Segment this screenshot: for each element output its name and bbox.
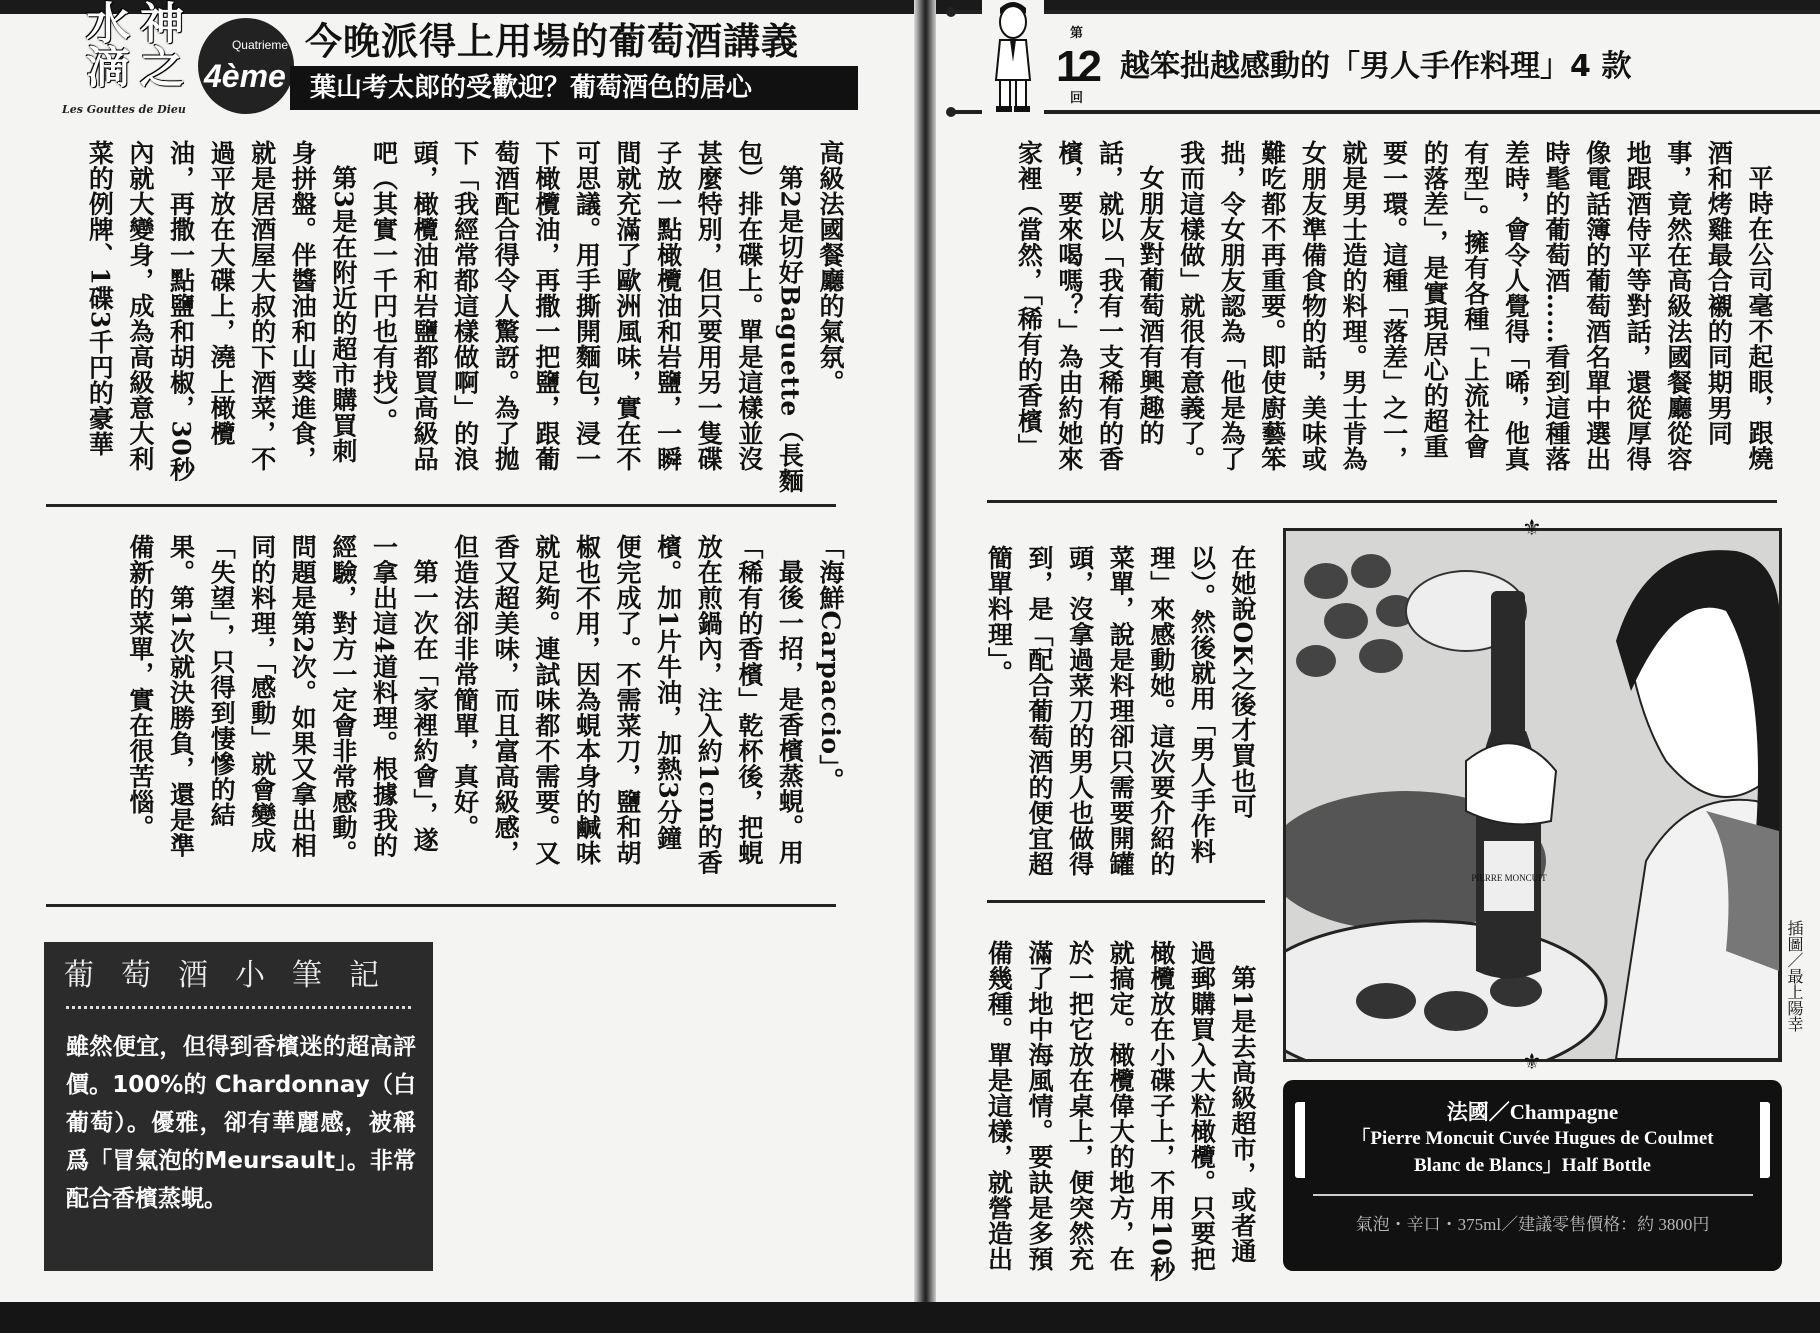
text-column: 子放一點橄欖油和岩鹽，一瞬 [653,140,683,472]
text-column: 女朋友準備食物的話，美味或 [1298,140,1328,472]
book-gutter [914,0,936,1333]
text-column: 就足夠。連試味都不需要。又 [531,534,561,866]
text-column: 椒也不用，因為蜆本身的鹹味 [572,534,602,866]
text-column: 香又超美味，而且富高級感， [491,534,521,866]
wine-info-plate [1283,1080,1782,1271]
text-column: 同的料理，「感動」就會變成 [247,534,277,853]
text-column: 可思議。用手撕開麵包，浸一 [572,140,602,472]
right-article-block-2 [978,545,1262,875]
rule-end-dot [946,7,956,17]
text-column: 下橄欖油，再撒一把鹽，跟葡 [531,140,561,472]
right-article-block-3 [978,940,1262,1282]
wine-note-title: 葡萄酒小筆記 [64,958,406,993]
wine-note-body: 雖然便宜，但得到香檳迷的超高評價。100%的 Chardonnay（白葡萄）。優雅，卻有華麗感，被稱爲「冒氣泡的Meursault」。非常配合香檳蒸蜆。 [66,1034,416,1212]
text-column: 過平放在大碟上，澆上橄欖 [207,140,237,446]
text-column: 檳。加1片牛油，加熱3分鐘 [653,534,683,851]
text-column: 包）排在碟上。單是這樣並沒 [734,140,764,472]
fleur-de-lis-ornament: ⚜ [1522,516,1542,541]
header-rule-bottom [950,110,1820,114]
text-column: 油，再撒一點鹽和胡椒，30秒 [166,140,196,482]
text-column: 就是居酒屋大叔的下酒菜，不 [247,140,277,472]
column-title: 今晚派得上用場的葡萄酒講義 [305,20,799,63]
text-column: 拙，令女朋友認為「他是為了 [1217,140,1247,472]
text-column: 平時在公司毫不起眼，跟燒 [1745,165,1774,471]
episode-number: 12 [1056,42,1099,91]
text-column: 在她說OK之後才買也可 [1228,545,1257,820]
text-column: 吧（其實一千円也有找）。 [369,140,399,434]
bracket-left [1295,1102,1305,1178]
text-column: 備幾種。單是這樣，就營造出 [984,940,1014,1272]
text-column: 問題是第2次。如果又拿出相 [288,534,318,858]
text-column: 難吃都不再重要。即使廚藝笨 [1257,140,1287,472]
text-column: 滿了地中海風情。要訣是多預 [1025,940,1055,1272]
text-column: 菜的例牌、1碟3千円的豪華 [85,140,115,457]
text-column: 時髦的葡萄酒……看到這種落 [1542,140,1572,472]
text-column: 果。第1次就決勝負，還是準 [166,534,196,858]
badge-label: Quatrieme [231,38,288,52]
text-column: 像電話簿的葡萄酒名單中選出 [1582,140,1612,472]
text-column: 放在煎鍋內，注入約1cm的香 [694,534,724,876]
text-column: 內就大變身，成為高級意大利 [125,140,155,472]
fleur-de-lis-ornament: ⚜ [1522,1050,1542,1075]
text-column: 第2是切好Baguette（長麵 [775,165,805,494]
text-column: 第一次在「家裡約會」，遂 [410,559,440,853]
wine-name: 「Pierre Moncuit Cuvée Hugues de Coulmet [1351,1128,1714,1149]
text-column: 理」來感動她。這次要介紹的 [1146,545,1176,877]
text-column: 橄欖放在小碟子上，不用10秒 [1146,940,1176,1282]
text-column: 第1是去高級超市，或者通 [1228,965,1257,1264]
text-column: 話，就以「我有一支稀有的香 [1095,140,1125,472]
text-column: 但造法卻非常簡單，真好。 [450,534,480,840]
column-number-badge [198,18,294,114]
text-column: 頭，沒拿過菜刀的男人也做得 [1065,545,1095,877]
right-article-block-1 [1008,140,1779,480]
section-divider [987,500,1777,503]
text-column: 事，竟然在高級法國餐廳從容 [1663,140,1693,472]
wine-note-box [44,942,433,1271]
episode-title: 越笨拙越感動的「男人手作料理」4 款 [1120,49,1632,84]
text-column: 就搞定。橄欖偉大的地方，在 [1106,940,1136,1272]
section-divider [46,504,836,507]
text-column: 於一把它放在桌上，便突然充 [1065,940,1095,1272]
text-column: 間就充滿了歐洲風味，實在不 [613,140,643,472]
sommelier-with-champagne-drawing [1286,531,1779,1059]
text-column: 地跟酒侍平等對話，還從厚得 [1623,140,1653,472]
columnist-caricature [982,0,1044,116]
text-column: 「海鮮Carpaccio」。 [816,534,845,794]
text-column: 的落差」，是實現居心的超重 [1420,140,1450,459]
text-column: 第3是在附近的超市購買刺 [328,165,358,464]
section-divider [46,904,836,907]
text-column: 以）。然後就用「男人手作料 [1187,545,1217,864]
wine-specs: 氣泡・辛口・375ml／建議零售價格：約 3800円 [1355,1215,1710,1234]
dotted-divider [66,1006,411,1009]
text-column: 菜單，說是料理卻只需要開罐 [1106,545,1136,877]
text-column: 簡單料理」。 [984,545,1014,686]
wine-region: 法國／Champagne [1446,1100,1619,1124]
text-column: 差時，會令人覺得「唏，他真 [1501,140,1531,472]
series-logo [62,0,192,118]
episode-suffix: 回 [1070,91,1084,106]
left-article-block-1 [79,140,850,494]
text-column: 家裡（當然，「稀有的香檳」 [1014,140,1044,459]
text-column: 經驗，對方一定會非常感動。 [328,534,358,866]
left-article-block-2 [119,534,850,884]
series-logo-text: 神之水滴 [78,0,183,88]
wine-name-cont: Blanc de Blancs」Half Bottle [1414,1155,1651,1176]
bottle-label-text: PIERRE MONCUIT [1471,873,1547,883]
episode-prefix: 第 [1070,26,1084,41]
bracket-right [1760,1102,1770,1178]
text-column: 酒和烤雞最合襯的同期男同 [1704,140,1734,446]
text-column: 甚麼特別，但只要用另一隻碟 [694,140,724,472]
text-column: 身拼盤。伴醬油和山葵進食， [288,140,318,472]
scan-bottom-edge [0,1302,1820,1333]
rule-end-dot [946,107,956,117]
text-column: 檳，要來喝嗎？」為由約她來 [1054,140,1084,472]
text-column: 到，是「配合葡萄酒的便宜超 [1025,545,1055,877]
text-column: 備新的菜單，實在很苦惱。 [125,534,155,840]
text-column: 高級法國餐廳的氣氛。 [816,140,845,395]
text-column: 便完成了。不需菜刀，鹽和胡 [613,534,643,866]
text-column: 頭，橄欖油和岩鹽都買高級品 [410,140,440,472]
text-column: 我而這樣做」就很有意義了。 [1176,140,1206,472]
text-column: 就是男士造的料理。男士肯為 [1339,140,1369,472]
text-column: 「稀有的香檳」乾杯後，把蜆 [734,534,764,866]
badge-number: 4ème [204,58,286,94]
text-column: 過郵購買入大粒橄欖。只要把 [1187,940,1217,1272]
section-divider [987,900,1265,903]
series-logo-subtitle: Les Gouttes de Dieu [62,103,186,116]
column-subtitle: 葉山考太郎的受歡迎？葡萄酒色的居心 [290,66,858,110]
illustration-credit: 插圖／最上陽幸 [1785,920,1804,1032]
header-rule-top [950,10,1820,14]
text-column: 下「我經常都這樣做啊」的浪 [450,140,480,472]
text-column: 最後一招，是香檳蒸蜆。用 [775,559,805,865]
divider [1313,1194,1753,1196]
text-column: 要一環。這種「落差」之一， [1379,140,1409,472]
text-column: 女朋友對葡萄酒有興趣的 [1136,165,1166,446]
text-column: 「失望」，只得到悽慘的結 [207,534,237,828]
text-column: 萄酒配合得令人驚訝。為了拋 [491,140,521,472]
text-column: 有型」。擁有各種「上流社會 [1460,140,1490,459]
manga-illustration [1283,528,1782,1062]
text-column: 一拿出這4道料理。根據我的 [369,534,399,858]
